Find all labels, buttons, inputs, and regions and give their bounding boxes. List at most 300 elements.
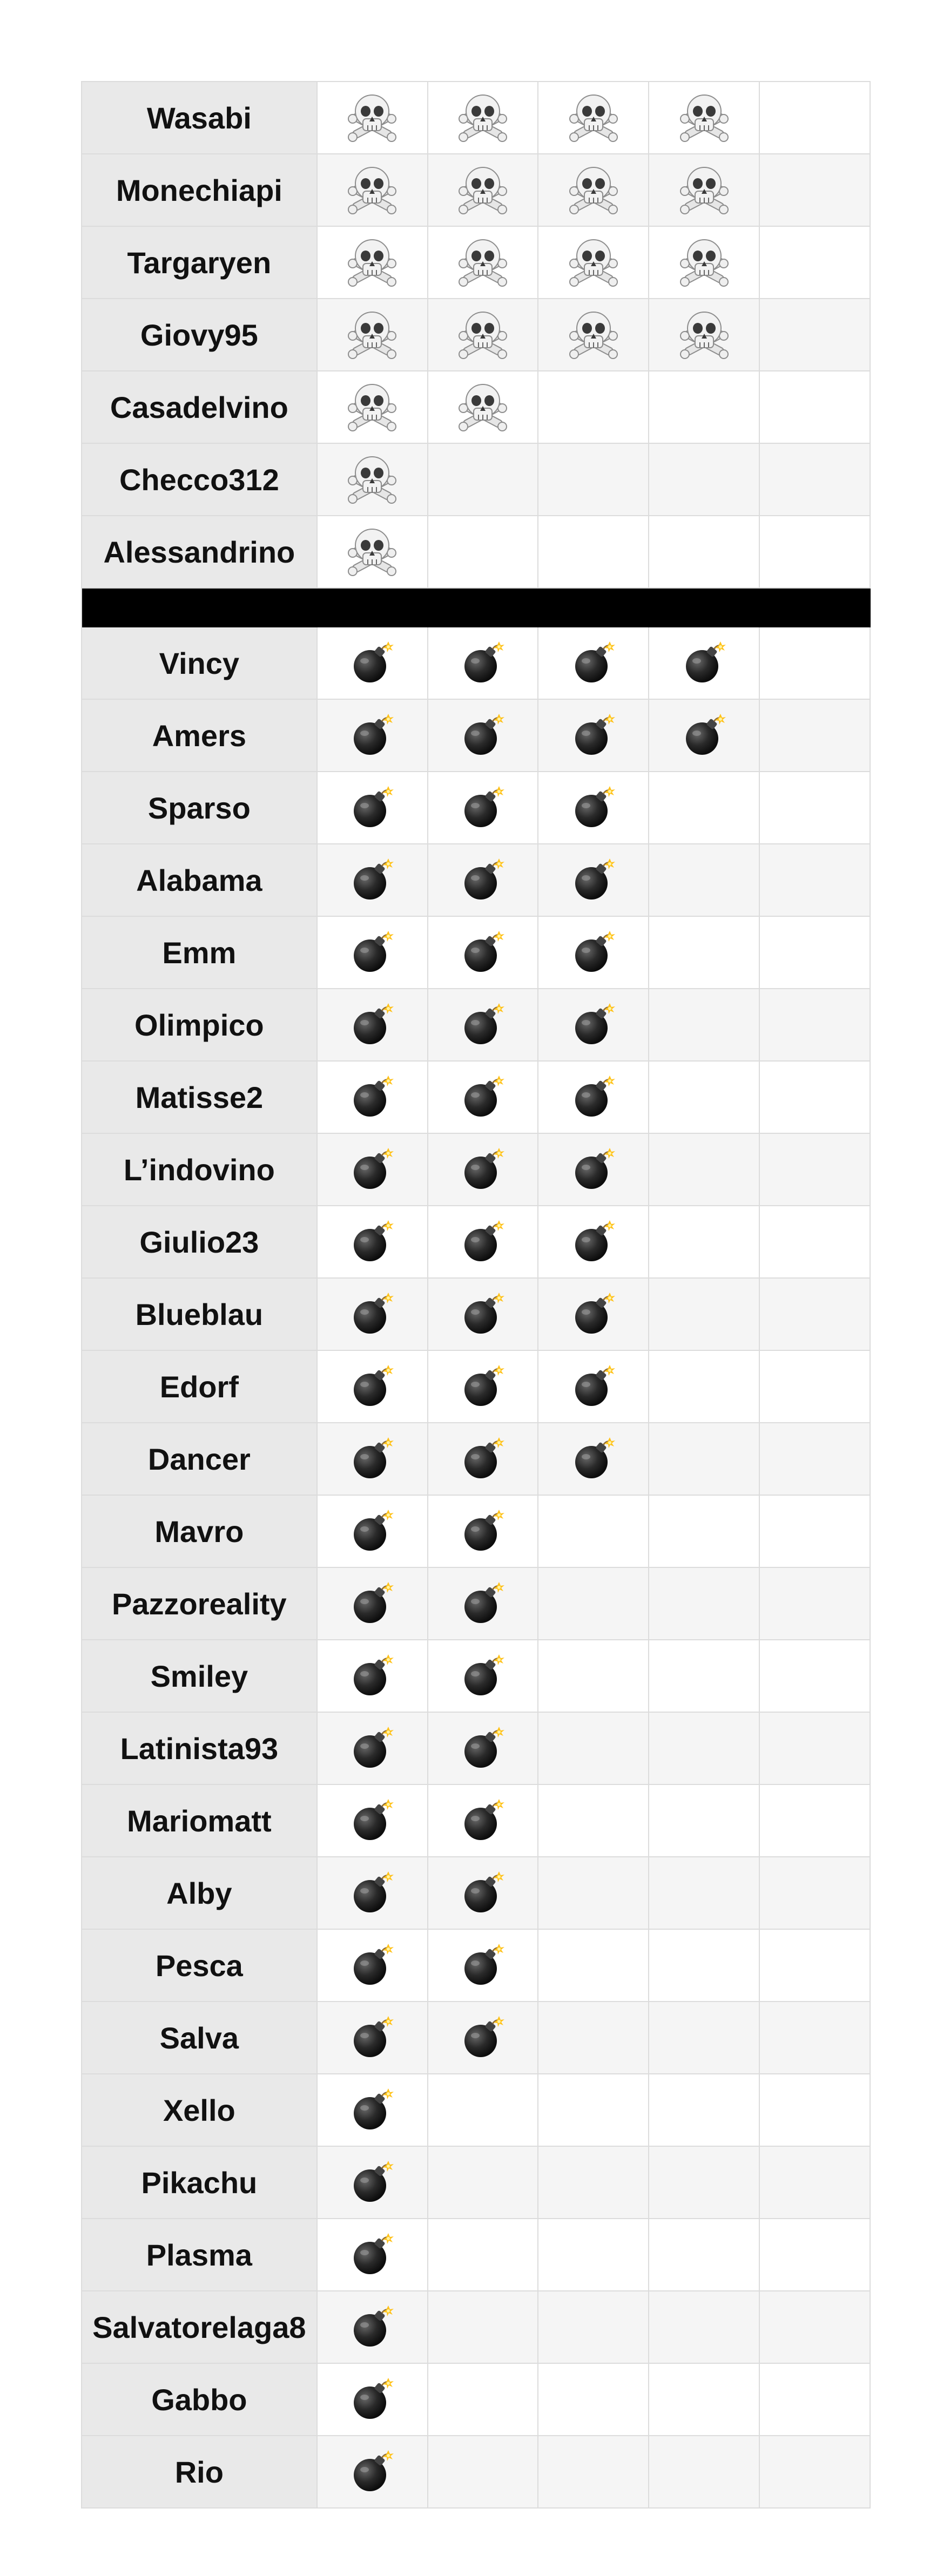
player-name: Edorf xyxy=(82,1351,318,1423)
bomb-icon xyxy=(460,1798,506,1843)
table-cell xyxy=(428,2291,539,2364)
player-name: Pikachu xyxy=(82,2147,318,2219)
table-cell xyxy=(428,1423,539,1496)
table-cell xyxy=(428,1713,539,1785)
table-row xyxy=(82,1785,871,1857)
table-cell xyxy=(318,154,428,227)
table-cell xyxy=(428,1568,539,1640)
table-cell xyxy=(649,1640,760,1713)
table-cell xyxy=(649,2291,760,2364)
table-cell xyxy=(538,444,649,516)
table-cell xyxy=(428,154,539,227)
bomb-icon xyxy=(682,713,727,758)
table-cell xyxy=(538,1351,649,1423)
player-name: Mariomatt xyxy=(82,1785,318,1857)
table-row xyxy=(82,1423,871,1496)
bomb-icon xyxy=(349,1509,395,1554)
table-cell xyxy=(428,1785,539,1857)
bomb-icon xyxy=(460,1436,506,1482)
table-row xyxy=(82,917,871,989)
table-row xyxy=(82,772,871,844)
table-cell xyxy=(538,989,649,1061)
table-cell xyxy=(760,772,871,844)
bomb-icon xyxy=(460,1364,506,1409)
table-row xyxy=(82,444,871,516)
table-cell xyxy=(318,2074,428,2147)
player-name: Blueblau xyxy=(82,1279,318,1351)
table-cell xyxy=(760,989,871,1061)
table-cell xyxy=(428,1496,539,1568)
player-name: Vincy xyxy=(82,627,318,700)
bomb-icon xyxy=(349,1292,395,1337)
table-cell xyxy=(649,444,760,516)
table-cell xyxy=(318,1857,428,1930)
table-row xyxy=(82,299,871,371)
table-row xyxy=(82,516,871,589)
table-cell xyxy=(649,1134,760,1206)
table-cell xyxy=(318,299,428,371)
player-name: Smiley xyxy=(82,1640,318,1713)
table-cell xyxy=(649,2219,760,2291)
table-cell xyxy=(318,371,428,444)
bomb-icon xyxy=(349,1870,395,1916)
table-cell xyxy=(649,371,760,444)
leaderboard-table xyxy=(81,81,871,2509)
table-cell xyxy=(649,227,760,299)
player-name: Checco312 xyxy=(82,444,318,516)
table-cell xyxy=(428,444,539,516)
table-cell xyxy=(538,2074,649,2147)
bomb-icon xyxy=(571,1292,616,1337)
table-cell xyxy=(428,772,539,844)
table-row xyxy=(82,1496,871,1568)
table-cell xyxy=(649,2364,760,2436)
bomb-icon xyxy=(571,713,616,758)
bomb-icon xyxy=(349,1943,395,1988)
table-cell xyxy=(760,516,871,589)
table-cell xyxy=(538,1134,649,1206)
bomb-icon xyxy=(349,1726,395,1771)
skull-crossbones-icon xyxy=(680,235,729,289)
table-cell xyxy=(318,2291,428,2364)
bomb-icon xyxy=(349,2377,395,2422)
table-cell xyxy=(649,844,760,917)
table-cell xyxy=(538,1713,649,1785)
bomb-icon xyxy=(349,1653,395,1699)
table-cell xyxy=(318,1785,428,1857)
table-cell xyxy=(428,2436,539,2509)
table-cell xyxy=(318,1351,428,1423)
table-cell xyxy=(428,2364,539,2436)
table-cell xyxy=(649,516,760,589)
table-cell xyxy=(538,700,649,772)
skull-crossbones-icon xyxy=(459,235,507,289)
table-cell xyxy=(318,1423,428,1496)
table-cell xyxy=(318,1279,428,1351)
table-cell xyxy=(318,2364,428,2436)
table-cell xyxy=(318,1496,428,1568)
table-row xyxy=(82,2074,871,2147)
player-name: Alabama xyxy=(82,844,318,917)
table-row xyxy=(82,2002,871,2074)
skull-crossbones-icon xyxy=(348,525,396,579)
table-cell xyxy=(428,516,539,589)
table-cell xyxy=(318,844,428,917)
player-name: Wasabi xyxy=(82,82,318,154)
skull-crossbones-icon xyxy=(680,308,729,362)
table-row xyxy=(82,1930,871,2002)
bomb-icon xyxy=(349,2087,395,2133)
table-cell xyxy=(649,1351,760,1423)
table-cell xyxy=(538,1061,649,1134)
skull-crossbones-icon xyxy=(348,163,396,217)
bomb-icon xyxy=(460,857,506,903)
player-name: Targaryen xyxy=(82,227,318,299)
bomb-icon xyxy=(349,713,395,758)
table-row xyxy=(82,1206,871,1279)
table-cell xyxy=(538,227,649,299)
table-cell xyxy=(428,2219,539,2291)
table-cell xyxy=(760,1930,871,2002)
bomb-icon xyxy=(349,785,395,830)
table-cell xyxy=(538,1496,649,1568)
table-cell xyxy=(760,2291,871,2364)
skull-crossbones-icon xyxy=(348,452,396,506)
table-row xyxy=(82,700,871,772)
table-cell xyxy=(318,227,428,299)
table-cell xyxy=(318,1713,428,1785)
table-cell xyxy=(428,989,539,1061)
bomb-icon xyxy=(349,930,395,975)
player-name: Mavro xyxy=(82,1496,318,1568)
player-name: L’indovino xyxy=(82,1134,318,1206)
table-row xyxy=(82,154,871,227)
bomb-icon xyxy=(349,2304,395,2350)
skull-crossbones-icon xyxy=(348,91,396,145)
table-cell xyxy=(760,844,871,917)
table-row xyxy=(82,1351,871,1423)
table-cell xyxy=(649,1568,760,1640)
table-cell xyxy=(428,1279,539,1351)
table-cell xyxy=(538,1568,649,1640)
table-cell xyxy=(318,1206,428,1279)
bomb-icon xyxy=(571,640,616,686)
table-cell xyxy=(649,2436,760,2509)
bomb-icon xyxy=(349,2449,395,2494)
table-cell xyxy=(318,627,428,700)
player-name: Alessandrino xyxy=(82,516,318,589)
table-row xyxy=(82,2291,871,2364)
player-name: Giovy95 xyxy=(82,299,318,371)
table-cell xyxy=(760,627,871,700)
table-cell xyxy=(428,227,539,299)
player-name: Xello xyxy=(82,2074,318,2147)
bomb-icon xyxy=(460,1219,506,1265)
player-name: Salvatorelaga8 xyxy=(82,2291,318,2364)
bomb-icon xyxy=(571,1219,616,1265)
table-row xyxy=(82,1640,871,1713)
table-row xyxy=(82,1061,871,1134)
bomb-icon xyxy=(571,930,616,975)
table-cell xyxy=(428,371,539,444)
player-name: Latinista93 xyxy=(82,1713,318,1785)
player-name: Plasma xyxy=(82,2219,318,2291)
bomb-icon xyxy=(349,2015,395,2060)
bomb-icon xyxy=(571,857,616,903)
table-cell xyxy=(318,82,428,154)
bomb-icon xyxy=(460,930,506,975)
table-cell xyxy=(649,917,760,989)
table-cell xyxy=(428,917,539,989)
table-cell xyxy=(760,227,871,299)
table-cell xyxy=(538,627,649,700)
table-cell xyxy=(428,700,539,772)
bomb-icon xyxy=(460,2015,506,2060)
table-cell xyxy=(649,700,760,772)
table-cell xyxy=(538,2219,649,2291)
player-name: Matisse2 xyxy=(82,1061,318,1134)
bomb-icon xyxy=(460,713,506,758)
player-name: Pazzoreality xyxy=(82,1568,318,1640)
table-cell xyxy=(649,2002,760,2074)
bomb-icon xyxy=(349,1436,395,1482)
skull-crossbones-icon xyxy=(569,91,618,145)
table-row xyxy=(82,989,871,1061)
table-row xyxy=(82,2364,871,2436)
table-cell xyxy=(649,1496,760,1568)
table-cell xyxy=(318,989,428,1061)
table-cell xyxy=(428,1061,539,1134)
table-row xyxy=(82,2436,871,2509)
bomb-icon xyxy=(571,1074,616,1120)
table-cell xyxy=(760,1279,871,1351)
bomb-icon xyxy=(460,1292,506,1337)
table-cell xyxy=(318,2436,428,2509)
table-cell xyxy=(428,1857,539,1930)
table-cell xyxy=(760,1351,871,1423)
table-cell xyxy=(428,1351,539,1423)
table-cell xyxy=(428,844,539,917)
table-cell xyxy=(538,1640,649,1713)
table-cell xyxy=(318,917,428,989)
table-cell xyxy=(538,82,649,154)
table-cell xyxy=(318,1930,428,2002)
table-cell xyxy=(760,1857,871,1930)
table-row xyxy=(82,1713,871,1785)
bomb-icon xyxy=(349,640,395,686)
skull-crossbones-icon xyxy=(459,91,507,145)
table-row xyxy=(82,1134,871,1206)
table-cell xyxy=(318,1134,428,1206)
bomb-icon xyxy=(349,2232,395,2277)
table-cell xyxy=(760,1206,871,1279)
table-cell xyxy=(538,154,649,227)
table-cell xyxy=(649,627,760,700)
table-cell xyxy=(760,371,871,444)
table-cell xyxy=(760,82,871,154)
skull-crossbones-icon xyxy=(680,91,729,145)
bomb-icon xyxy=(460,1147,506,1192)
table-cell xyxy=(428,1134,539,1206)
table-cell xyxy=(649,1713,760,1785)
table-cell xyxy=(318,772,428,844)
bomb-icon xyxy=(571,1147,616,1192)
table-row xyxy=(82,1279,871,1351)
table-cell xyxy=(760,1568,871,1640)
table-cell xyxy=(649,2074,760,2147)
table-cell xyxy=(649,1061,760,1134)
bomb-icon xyxy=(349,1219,395,1265)
table-cell xyxy=(318,2219,428,2291)
bomb-icon xyxy=(460,1509,506,1554)
player-name: Alby xyxy=(82,1857,318,1930)
skull-crossbones-icon xyxy=(348,308,396,362)
table-cell xyxy=(649,1857,760,1930)
table-cell xyxy=(649,772,760,844)
table-cell xyxy=(538,2364,649,2436)
player-name: Giulio23 xyxy=(82,1206,318,1279)
bomb-icon xyxy=(349,857,395,903)
bomb-icon xyxy=(571,1002,616,1047)
player-name: Olimpico xyxy=(82,989,318,1061)
bomb-icon xyxy=(460,1653,506,1699)
table-cell xyxy=(760,444,871,516)
table-cell xyxy=(428,299,539,371)
table-cell xyxy=(538,1206,649,1279)
table-cell xyxy=(318,2002,428,2074)
skull-crossbones-icon xyxy=(569,235,618,289)
bomb-icon xyxy=(460,1943,506,1988)
table-row xyxy=(82,82,871,154)
bomb-icon xyxy=(460,1581,506,1626)
table-cell xyxy=(428,82,539,154)
table-cell xyxy=(760,154,871,227)
bomb-icon xyxy=(460,785,506,830)
bomb-icon xyxy=(460,1002,506,1047)
table-cell xyxy=(318,2147,428,2219)
table-cell xyxy=(428,1930,539,2002)
table-cell xyxy=(538,844,649,917)
table-cell xyxy=(428,2147,539,2219)
table-cell xyxy=(760,1785,871,1857)
table-cell xyxy=(760,1640,871,1713)
bomb-icon xyxy=(460,1726,506,1771)
table-cell xyxy=(649,2147,760,2219)
table-row xyxy=(82,371,871,444)
skull-crossbones-icon xyxy=(680,163,729,217)
table-row xyxy=(82,2147,871,2219)
table-cell xyxy=(760,1713,871,1785)
player-name: Gabbo xyxy=(82,2364,318,2436)
table-cell xyxy=(538,1930,649,2002)
table-cell xyxy=(538,917,649,989)
table-cell xyxy=(760,1061,871,1134)
table-row xyxy=(82,627,871,700)
player-name: Dancer xyxy=(82,1423,318,1496)
skull-crossbones-icon xyxy=(569,308,618,362)
table-row xyxy=(82,227,871,299)
bomb-icon xyxy=(349,2160,395,2205)
bomb-icon xyxy=(349,1581,395,1626)
player-name: Rio xyxy=(82,2436,318,2509)
table-cell xyxy=(649,1279,760,1351)
table-cell xyxy=(318,444,428,516)
table-cell xyxy=(649,989,760,1061)
table-cell xyxy=(538,1423,649,1496)
table-cell xyxy=(649,154,760,227)
bomb-icon xyxy=(460,1074,506,1120)
bomb-icon xyxy=(349,1074,395,1120)
table-cell xyxy=(428,627,539,700)
table-cell xyxy=(318,516,428,589)
table-row xyxy=(82,1857,871,1930)
table-cell xyxy=(538,1785,649,1857)
table-cell xyxy=(649,1785,760,1857)
table-cell xyxy=(538,2147,649,2219)
bomb-icon xyxy=(349,1364,395,1409)
table-cell xyxy=(760,1423,871,1496)
bomb-icon xyxy=(349,1002,395,1047)
bomb-icon xyxy=(460,1870,506,1916)
table-cell xyxy=(428,2074,539,2147)
table-cell xyxy=(318,1061,428,1134)
bomb-icon xyxy=(571,785,616,830)
player-name: Amers xyxy=(82,700,318,772)
table-cell xyxy=(760,917,871,989)
table-cell xyxy=(760,2219,871,2291)
player-name: Emm xyxy=(82,917,318,989)
table-cell xyxy=(760,299,871,371)
section-divider xyxy=(82,589,871,627)
skull-crossbones-icon xyxy=(348,235,396,289)
table-cell xyxy=(760,2364,871,2436)
table-row xyxy=(82,1568,871,1640)
bomb-icon xyxy=(682,640,727,686)
skull-crossbones-icon xyxy=(569,163,618,217)
table-cell xyxy=(538,1857,649,1930)
table-cell xyxy=(318,1568,428,1640)
bomb-icon xyxy=(460,640,506,686)
table-cell xyxy=(318,700,428,772)
skull-crossbones-icon xyxy=(348,380,396,434)
table-cell xyxy=(760,2002,871,2074)
bomb-icon xyxy=(349,1798,395,1843)
table-cell xyxy=(538,2002,649,2074)
table-cell xyxy=(760,2147,871,2219)
bomb-icon xyxy=(349,1147,395,1192)
player-name: Casadelvino xyxy=(82,371,318,444)
table-cell xyxy=(428,1206,539,1279)
table-cell xyxy=(760,1134,871,1206)
table-cell xyxy=(649,1930,760,2002)
player-name: Monechiapi xyxy=(82,154,318,227)
table-cell xyxy=(428,2002,539,2074)
bomb-icon xyxy=(571,1436,616,1482)
table-cell xyxy=(760,2436,871,2509)
table-cell xyxy=(538,772,649,844)
table-cell xyxy=(538,1279,649,1351)
table-cell xyxy=(649,82,760,154)
table-cell xyxy=(428,1640,539,1713)
player-name: Sparso xyxy=(82,772,318,844)
table-cell xyxy=(538,371,649,444)
table-cell xyxy=(318,1640,428,1713)
table-row xyxy=(82,844,871,917)
skull-crossbones-icon xyxy=(459,163,507,217)
skull-crossbones-icon xyxy=(459,308,507,362)
table-cell xyxy=(538,2436,649,2509)
table-cell xyxy=(649,299,760,371)
